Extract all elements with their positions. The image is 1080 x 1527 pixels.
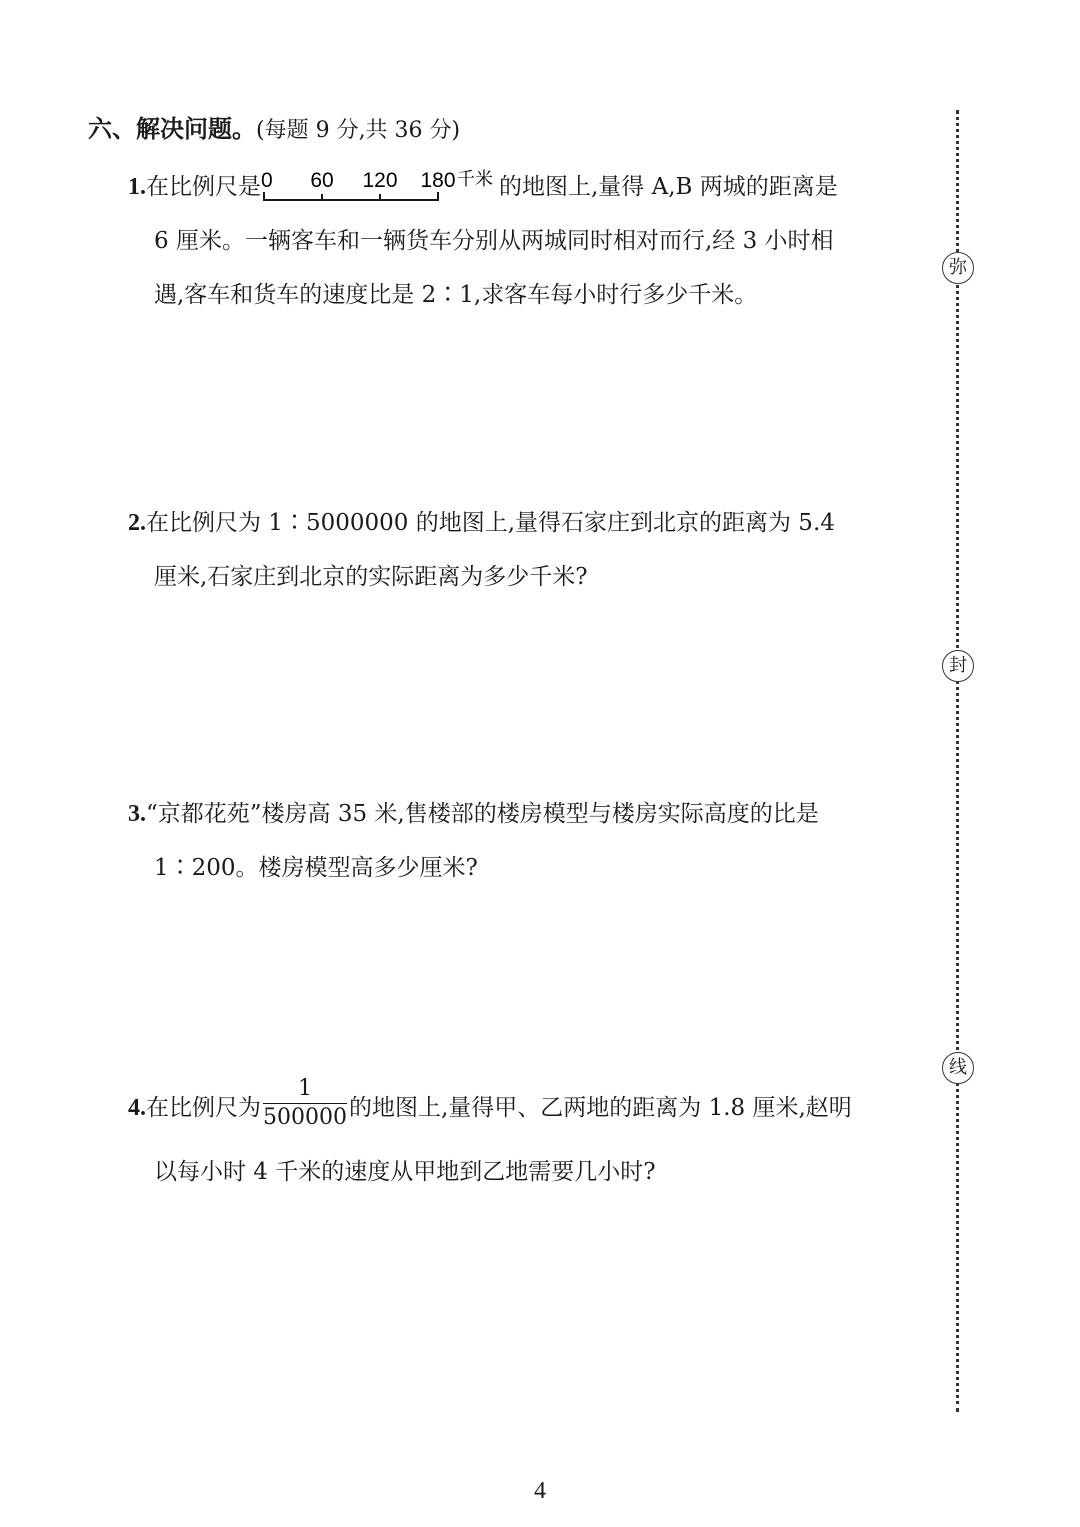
question-3-line-1 [128,787,940,841]
question-text: 在比例尺是 [146,174,261,200]
question-4-line-1 [128,1075,940,1135]
question-text: 在比例尺为 [146,1095,261,1121]
scale-label-60: 60 [310,169,334,192]
fraction-denominator: 500000 [263,1104,347,1130]
question-1-line-2: 6 厘米。一辆客车和一辆货车分别从两城同时相对而行,经 3 小时相 [154,228,834,254]
page-number: 4 [534,1478,546,1504]
scale-label-120: 120 [362,169,398,192]
question-3-line-2: 1∶200。楼房模型高多少厘米? [154,855,478,881]
line-scale-bar [261,160,499,214]
question-1 [128,160,940,322]
question-number: 4. [128,1095,146,1121]
question-number: 3. [128,801,146,827]
binding-dotted-line [956,110,959,1412]
section-heading [88,112,460,148]
question-4-line-2: 以每小时 4 千米的速度从甲地到乙地需要几小时? [154,1159,656,1185]
scale-label-0: 0 [261,169,273,192]
seal-mark-feng: 封 [942,650,974,682]
section-score-note: (每题 9 分,共 36 分) [256,118,461,143]
question-1-line-1 [128,160,940,214]
fraction-numerator: 1 [263,1078,347,1104]
question-text: “京都花苑”楼房高 35 米,售楼部的楼房模型与楼房实际高度的比是 [146,801,819,827]
scale-unit: 千米 [457,169,493,190]
scale-label-180: 180 [420,169,456,192]
question-4 [128,1075,940,1199]
question-1-line-3: 遇,客车和货车的速度比是 2∶1,求客车每小时行多少千米。 [154,282,758,308]
question-text: 在比例尺为 1∶5000000 的地图上,量得石家庄到北京的距离为 5.4 [146,510,835,536]
section-title: 六、解决问题。 [88,115,256,143]
question-number: 1. [128,174,146,200]
scale-bar-graphic [261,160,499,214]
scale-fraction [263,1075,347,1130]
question-number: 2. [128,510,146,536]
question-3 [128,787,940,895]
question-2 [128,496,940,604]
seal-mark-xian: 线 [942,1052,974,1084]
seal-mark-mi: 弥 [942,252,974,284]
question-text: 的地图上,量得甲、乙两地的距离为 1.8 厘米,赵明 [348,1095,852,1121]
question-2-line-2: 厘米,石家庄到北京的实际距离为多少千米? [154,564,588,590]
question-text: 的地图上,量得 A,B 两城的距离是 [499,174,838,200]
question-2-line-1 [128,496,940,550]
